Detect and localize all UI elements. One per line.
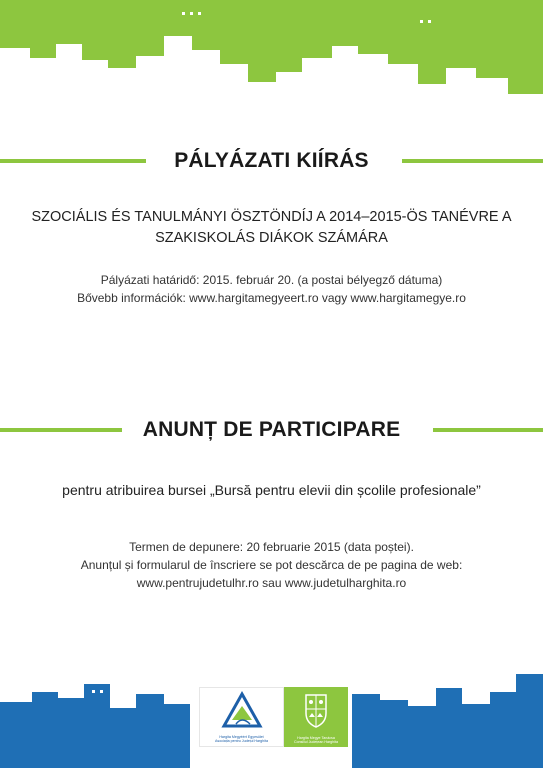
romanian-title: ANUNȚ DE PARTICIPARE	[142, 418, 401, 441]
hungarian-heading-row	[0, 147, 543, 175]
council-caption-line-1: Hargita Megye Tanácsa	[297, 735, 335, 740]
top-skyline-decoration	[0, 0, 543, 104]
coat-of-arms-icon	[284, 689, 348, 733]
council-caption-line-2: Consiliul Județean Harghita	[294, 739, 338, 744]
hungarian-title: PÁLYÁZATI KIÍRÁS	[174, 149, 369, 172]
association-caption	[202, 735, 281, 743]
association-caption-line-1: Hargita Megyéért Egyesület	[219, 734, 264, 739]
association-caption-line-2: Asociația pentru Județul Harghita	[215, 738, 268, 743]
county-council-logo	[284, 687, 348, 747]
hungarian-subtitle	[20, 207, 523, 249]
romanian-websites: www.pentrujudetulhr.ro sau www.judetulharghita.ro	[136, 576, 407, 590]
association-logo	[199, 687, 284, 747]
romanian-download-note: Anunțul și formularul de înscriere se pot descărca de pe pagina de web:	[80, 558, 463, 572]
hungarian-deadline: Pályázati határidő: 2015. február 20. (a postai bélyegző dátuma)	[100, 273, 443, 287]
hungarian-subtitle-line-1: SZOCIÁLIS ÉS TANULMÁNYI ÖSZTÖNDÍJ A 2014–2015-ÖS TANÉVRE A	[31, 209, 512, 225]
hungarian-info	[20, 271, 523, 307]
romanian-subtitle: pentru atribuirea bursei „Bursă pentru elevii din școlile profesionale”	[62, 482, 481, 498]
hungarian-subtitle-line-2: SZAKISKOLÁS DIÁKOK SZÁMÁRA	[155, 230, 388, 246]
romanian-heading-row	[0, 416, 543, 444]
romanian-deadline: Termen de depunere: 20 februarie 2015 (data poștei).	[129, 540, 414, 554]
hungarian-more-info: Bővebb információk: www.hargitamegyeert.ro vagy www.hargitamegye.ro	[77, 291, 466, 305]
mountain-triangle-logo-icon	[200, 690, 285, 732]
council-caption	[286, 736, 346, 744]
romanian-info	[20, 538, 523, 592]
